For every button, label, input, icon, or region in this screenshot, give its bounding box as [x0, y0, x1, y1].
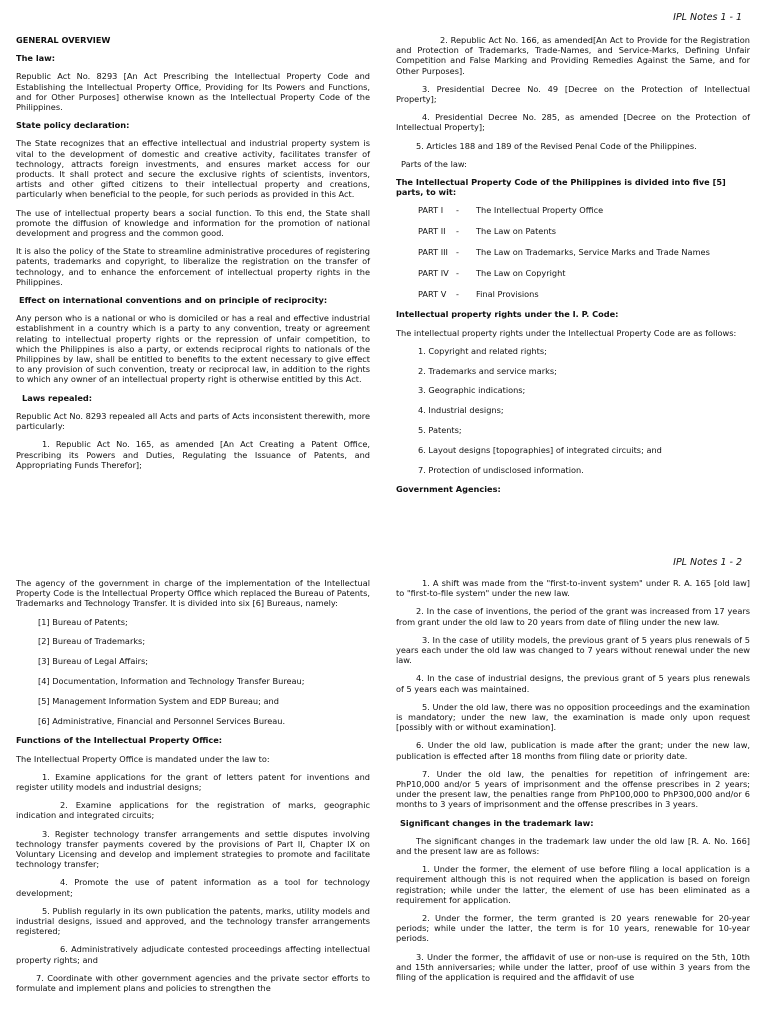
list-item: 7. Under the old law, the penalties for repetition of infringement are: PhP10,000 and/or 5 years of imprisonment and the offense prescribes in 2 years; under the present law, the penalties range from PhP100,000 to PhP300,000 and/or 6 months to 3 years of imprisonment and the offense prescribes in 3 years. [396, 768, 750, 810]
list-item: 1. A shift was made from the "first-to-invent system" under R. A. 165 [old law] to "first-to-file system" under the new law. [396, 578, 750, 599]
paragraph: The use of intellectual property bears a social function. To this end, the State shall promote the diffusion of knowledge and information for the promotion of national development and progress and the common good. [16, 207, 370, 239]
list-item: 6. Under the old law, publication is made after the grant; under the new law, publication is effected after 18 months from filing date or priority date. [396, 740, 750, 761]
paragraph: It is also the policy of the State to streamline administrative procedures of registering patents, trademarks and copyright, to liberalize the registration on the transfer of technology, and to enhance the enforcement of intellectual property rights in the Philippines. [16, 246, 370, 287]
section-title: Government Agencies: [396, 484, 501, 495]
page-header: IPL Notes 1 - 2 [673, 557, 742, 568]
list-item: PART III - The Law on Trademarks, Service Marks and Trade Names [418, 247, 710, 258]
list-item: 2. Republic Act No. 166, as amended[An Act to Provide for the Registration and Protection of Trademarks, Trade-Names, and Service-Marks, Defining Unfair Competition and False Marking and Providing Remedies Against the Same, and for Other Purposes]. [396, 35, 750, 76]
list-item: 2. In the case of inventions, the period of the grant was increased from 17 years from grant under the old law to 20 years from date of filing under the new law. [396, 606, 750, 627]
list-item: 7. Protection of undisclosed information. [418, 464, 584, 475]
list-item: PART IV - The Law on Copyright [418, 267, 566, 278]
list-item: 7. Coordinate with other government agencies and the private sector efforts to formulate and implement plans and policies to strengthen the [16, 972, 370, 994]
right-column [396, 578, 750, 990]
list-item: 1. Copyright and related rights; [418, 345, 547, 356]
right-column [396, 35, 750, 503]
section-title: GENERAL OVERVIEW [16, 35, 111, 45]
section-title: Significant changes in the trademark law: [400, 817, 594, 828]
list-item: 3. Under the former, the affidavit of use or non-use is required on the 5th, 10th and 15th anniversaries; while under the latter, proof of use within 3 years from the filing of the application is required and the affidavit of use [396, 951, 750, 983]
list-item: 5. Under the old law, there was no opposition proceedings and the examination is mandatory; under the new law, the examination is made only upon request [possibly with or without examination]. [396, 701, 750, 733]
list-item: 2. Examine applications for the registration of marks, geographic indication and integrated circuits; [16, 800, 370, 821]
list-item: PART I - The Intellectual Property Office [418, 205, 604, 216]
left-column [16, 578, 370, 1001]
section-title: Effect on international conventions and on principle of reciprocity: [19, 295, 328, 306]
list-item: PART II - The Law on Patents [418, 226, 557, 237]
list-item: [4] Documentation, Information and Technology Transfer Bureau; [38, 676, 305, 686]
list-item: 5. Publish regularly in its own publication the patents, marks, utility models and industrial designs, issued and approved, and the technology transfer arrangements registered; [16, 905, 370, 937]
list-item: 4. Promote the use of patent information as a tool for technology development; [16, 877, 370, 898]
list-item: 4. In the case of industrial designs, the previous grant of 5 years plus renewals of 5 years each was maintained. [396, 673, 750, 694]
list-item: 5. Patents; [418, 425, 462, 436]
list-item: 6. Administratively adjudicate contested proceedings affecting intellectual property rights; and [16, 944, 370, 965]
section-title: The Intellectual Property Code of the Philippines is divided into five [5] parts, to wit: [396, 177, 726, 198]
paragraph: Republic Act No. 8293 repealed all Acts and parts of Acts inconsistent therewith, more particularly: [16, 410, 370, 432]
paragraph: Any person who is a national or who is domiciled or has a real and effective industrial establishment in a country which is a party to any convention, treaty or agreement relating to intellectual property rights or the repression of unfair competition, to which the Philippines is also a party, or extends reciprocal rights to nationals of the Philippines by law, shall be entitled to benefits to the extent necessary to give effect to any provision of such convention, treaty or reciprocal law, in addition to the rights to which any owner of an intellectual property right is otherwise entitled by this Act. [16, 313, 370, 385]
paragraph: The intellectual property rights under the Intellectual Property Code are as follows: [396, 327, 737, 338]
left-column [16, 35, 370, 478]
list-item: 3. In the case of utility models, the previous grant of 5 years plus renewals of 5 years each under the old law was changed to 7 years without renewal under the new law. [396, 634, 750, 666]
paragraph: The agency of the government in charge of the implementation of the Intellectual Property Code is the Intellectual Property Office which replaced the Bureau of Patents, Trademarks and Technology Transfer. It is divided into six [6] Bureaus, namely: [16, 578, 370, 609]
page-2 [0, 548, 768, 1024]
section-title: Intellectual property rights under the I. P. Code: [396, 309, 619, 320]
list-item: [5] Management Information System and EDP Bureau; and [38, 695, 279, 706]
list-item: 3. Geographic indications; [418, 385, 526, 396]
section-title: The law: [16, 53, 55, 64]
section-title: Functions of the Intellectual Property Office: [16, 735, 223, 746]
list-item: 3. Register technology transfer arrangements and settle disputes involving technology transfer payments covered by the provisions of Part II, Chapter IX on Voluntary Licensing and develop and implement strategies to promote and facilitate technology transfer; [16, 828, 370, 870]
section-title: State policy declaration: [16, 120, 130, 131]
list-item: [2] Bureau of Trademarks; [38, 636, 146, 647]
list-item: 1. Examine applications for the grant of letters patent for inventions and register utility models and industrial designs; [16, 771, 370, 792]
list-item: 1. Under the former, the element of use before filing a local application is a requirement although this is not required when the application is based on foreign registration; while under the latter, the element of use has been eliminated as a requirement for application. [396, 864, 750, 905]
list-item: 2. Under the former, the term granted is 20 years renewable for 20-year periods; while under the latter, the term is for 10 years, renewable for 10-year periods. [396, 913, 750, 944]
list-item: PART V -Final Provisions [418, 288, 539, 299]
page-header: IPL Notes 1 - 1 [673, 12, 742, 23]
list-item: 4. Presidential Decree No. 285, as amended [Decree on the Protection of Intellectual Property]; [396, 112, 750, 133]
list-item: 2. Trademarks and service marks; [418, 365, 557, 376]
section-title: Laws repealed: [22, 392, 93, 403]
bureau-list [16, 617, 370, 726]
paragraph: The Intellectual Property Office is mandated under the law to: [16, 753, 270, 764]
list-item: [1] Bureau of Patents; [38, 616, 128, 627]
rights-list [396, 346, 750, 475]
paragraph: Parts of the law: [401, 158, 467, 169]
paragraph: Republic Act No. 8293 [An Act Prescribing the Intellectual Property Code and Establishing the Intellectual Property Office, Providing for Its Powers and Functions, and for Other Purposes] otherwise known as the Intellectual Property Code of the Philippines. [16, 71, 370, 113]
list-item: 5. Articles 188 and 189 of the Revised Penal Code of the Philippines. [416, 140, 697, 151]
parts-list [396, 205, 750, 298]
list-item: [3] Bureau of Legal Affairs; [38, 656, 149, 667]
list-item: 4. Industrial designs; [418, 405, 504, 416]
list-item: [6] Administrative, Financial and Personnel Services Bureau. [38, 715, 286, 726]
paragraph: The significant changes in the trademark law under the old law [R. A. No. 166] and the present law are as follows: [396, 835, 750, 857]
list-item: 6. Layout designs [topographies] of integrated circuits; and [418, 444, 662, 455]
list-item: 3. Presidential Decree No. 49 [Decree on the Protection of Intellectual Property]; [396, 83, 750, 105]
list-item: 1. Republic Act No. 165, as amended [An Act Creating a Patent Office, Prescribing its Powers and Duties, Regulating the Issuance of Patents, and Appropriating Funds Therefor]; [16, 439, 370, 470]
paragraph: The State recognizes that an effective intellectual and industrial property system is vital to the development of domestic and creative activity, facilitates transfer of technology, attracts foreign investments, and ensures market access for our products. It shall protect and secure the exclusive rights of scientists, inventors, artists and other gifted citizens to their intellectual property and creations, particularly when beneficial to the people, for such periods as provided in this Act. [16, 138, 370, 200]
